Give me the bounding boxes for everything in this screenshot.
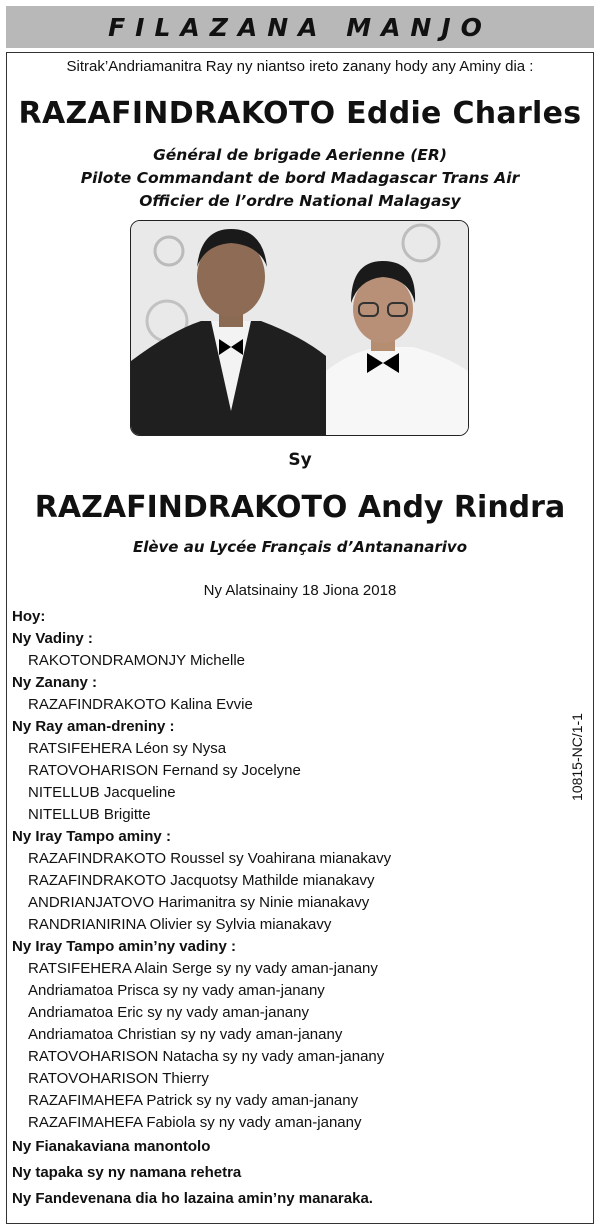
list-item: ANDRIANJATOVO Harimanitra sy Ninie mianakavy xyxy=(28,894,370,911)
header-bar xyxy=(6,6,594,48)
group-heading: Ny Zanany : xyxy=(12,674,98,691)
deceased-1-titles xyxy=(0,144,600,213)
group-heading: Ny Iray Tampo amin’ny vadiny : xyxy=(12,938,236,955)
deceased-2-title: Elève au Lycée Français d’Antananarivo xyxy=(132,538,468,556)
deceased-name-1: RAZAFINDRAKOTO Eddie Charles xyxy=(18,96,582,131)
page-title: FILAZANA MANJO xyxy=(108,12,492,42)
title-line: Général de brigade Aerienne (ER) xyxy=(153,146,447,164)
list-item: RAZAFINDRAKOTO Roussel sy Voahirana mianakavy xyxy=(28,850,392,867)
intro-text: Sitrak’Andriamanitra Ray ny niantso ireto zanany hody any Aminy dia : xyxy=(66,58,534,75)
hoy-label: Hoy: xyxy=(12,608,46,625)
connector-word: Sy xyxy=(288,450,312,470)
reference-code: 10815-NC/1-1 xyxy=(569,713,585,801)
group-heading: Ny Iray Tampo aminy : xyxy=(12,828,171,845)
footer-line: Ny tapaka sy ny namana rehetra xyxy=(12,1164,242,1181)
list-item: RAKOTONDRAMONJY Michelle xyxy=(28,652,245,669)
list-item: RAZAFINDRAKOTO Jacquotsy Mathilde mianakavy xyxy=(28,872,375,889)
list-item: Andriamatoa Christian sy ny vady aman-janany xyxy=(28,1026,343,1043)
list-item: RAZAFIMAHEFA Fabiola sy ny vady aman-janany xyxy=(28,1114,362,1131)
memorial-photo xyxy=(130,220,469,436)
list-item: Andriamatoa Prisca sy ny vady aman-janany xyxy=(28,982,325,999)
list-item: RAZAFINDRAKOTO Kalina Evvie xyxy=(28,696,253,713)
family-list xyxy=(12,606,552,1212)
group-heading: Ny Vadiny : xyxy=(12,630,93,647)
list-item: RATOVOHARISON Thierry xyxy=(28,1070,209,1087)
list-item: RANDRIANIRINA Olivier sy Sylvia mianakavy xyxy=(28,916,332,933)
two-persons-photo-icon xyxy=(131,221,468,435)
date-text: Ny Alatsinainy 18 Jiona 2018 xyxy=(203,582,397,599)
group-heading: Ny Ray aman-dreniny : xyxy=(12,718,175,735)
deceased-name-2: RAZAFINDRAKOTO Andy Rindra xyxy=(34,490,566,525)
title-line: Officier de l’ordre National Malagasy xyxy=(139,192,461,210)
list-item: Andriamatoa Eric sy ny vady aman-janany xyxy=(28,1004,309,1021)
title-line: Pilote Commandant de bord Madagascar Trans Air xyxy=(80,169,520,187)
list-item: RATOVOHARISON Fernand sy Jocelyne xyxy=(28,762,301,779)
list-item: NITELLUB Brigitte xyxy=(28,806,151,823)
footer-line: Ny Fandevenana dia ho lazaina amin’ny manaraka. xyxy=(12,1190,373,1207)
list-item: RAZAFIMAHEFA Patrick sy ny vady aman-janany xyxy=(28,1092,359,1109)
list-item: RATSIFEHERA Léon sy Nysa xyxy=(28,740,227,757)
footer-line: Ny Fianakaviana manontolo xyxy=(12,1138,211,1155)
list-item: RATSIFEHERA Alain Serge sy ny vady aman-janany xyxy=(28,960,378,977)
list-item: NITELLUB Jacqueline xyxy=(28,784,176,801)
list-item: RATOVOHARISON Natacha sy ny vady aman-janany xyxy=(28,1048,385,1065)
